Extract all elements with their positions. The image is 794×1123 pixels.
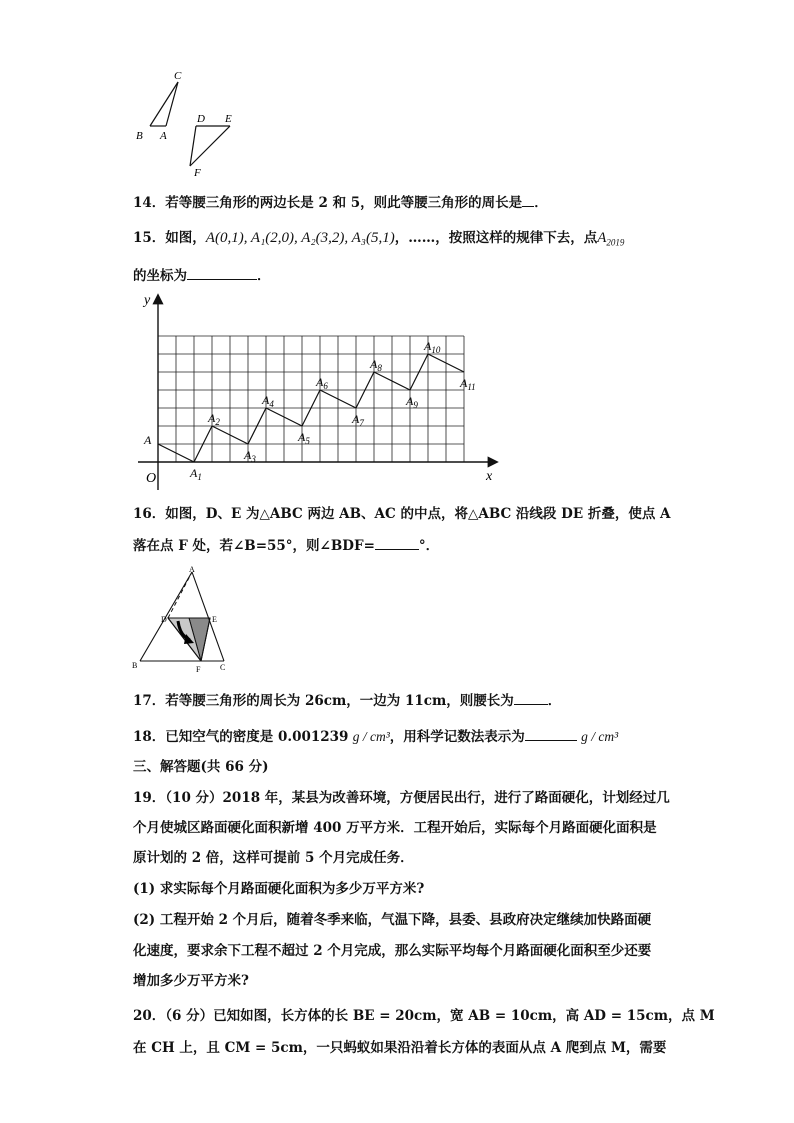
y-axis-label: y — [144, 293, 151, 308]
q18-answer-blank[interactable] — [525, 726, 577, 741]
point-label-a5: $A_5$ — [298, 430, 310, 446]
q19-number: 19． — [133, 790, 166, 806]
q19-line3: 原计划的 2 倍，这样可提前 5 个月完成任务． — [133, 850, 414, 866]
label-f: F — [194, 167, 201, 178]
label-a: A — [160, 130, 167, 142]
label-c: C — [174, 70, 182, 82]
origin-label: O — [146, 471, 157, 486]
figure-q16 — [128, 564, 238, 676]
q19-sub2-line2: 化速度，要求余下工程不超过 2 个月完成，那么实际平均每个月路面硬化面积至少还要 — [133, 943, 652, 959]
label-b: B — [136, 130, 143, 142]
q15-middle: ，……，按照这样的规律下去，点 — [394, 230, 598, 246]
label-e: E — [212, 615, 217, 624]
point-label-a8: $A_8$ — [370, 357, 382, 373]
question-18 — [133, 726, 618, 747]
q15-target-point: A — [597, 230, 607, 246]
question-14 — [133, 192, 548, 213]
q19-sub1: (1) 求实际每个月路面硬化面积为多少万平方米? — [133, 881, 425, 897]
x-axis-label: x — [486, 469, 493, 484]
q16-answer-blank[interactable] — [375, 535, 419, 550]
label-d: D — [197, 113, 205, 125]
q18-middle: ，用科学记数法表示为 — [389, 729, 525, 745]
q16-number: 16． — [133, 506, 166, 522]
q18-unit: g / cm³ — [352, 729, 390, 744]
q15-line2-tail: ． — [257, 268, 271, 284]
q18-text: 已知空气的密度是 0.001239 — [165, 729, 349, 745]
label-d: D — [161, 615, 167, 624]
q18-unit2: g / cm³ — [581, 729, 619, 744]
q15-prefix: 如图， — [165, 230, 206, 246]
question-16-line2 — [133, 535, 439, 556]
figure-q15-grid — [134, 290, 504, 496]
question-15-line1 — [133, 228, 624, 253]
q16-line2: 落在点 F 处，若∠B=55°，则∠BDF= — [133, 538, 375, 554]
q15-number: 15． — [133, 230, 166, 246]
point-label-a1: $A_1$ — [190, 466, 202, 482]
q14-number: 14． — [133, 195, 166, 211]
q16-line2-tail: °． — [418, 538, 440, 554]
q15-target-sub: 2019 — [606, 237, 625, 248]
point-label-a2: $A_2$ — [208, 411, 220, 427]
point-label-a3: $A_3$ — [244, 448, 256, 464]
question-20-line1 — [133, 1006, 715, 1026]
q17-number: 17． — [133, 693, 166, 709]
q17-answer-blank[interactable] — [514, 690, 548, 705]
q14-answer-blank[interactable] — [522, 192, 534, 207]
point-label-a7: $A_7$ — [352, 412, 364, 428]
question-15-line2 — [133, 265, 271, 286]
point-label-a11: $A_{11}$ — [460, 376, 476, 392]
section-3-title: 三、解答题(共 66 分) — [133, 759, 269, 775]
q20-number: 20． — [133, 1008, 166, 1024]
q15-line2: 的坐标为 — [133, 268, 187, 284]
figure-q13 — [128, 66, 248, 178]
label-b: B — [132, 661, 138, 670]
q19-line1: （10 分）2018 年，某县为改善环境，方便居民出行，进行了路面硬化，计划经过几 — [165, 790, 670, 806]
q17-tail: ． — [547, 693, 562, 709]
q16-line1: 如图，D、E 为△ABC 两边 AB、AC 的中点，将△ABC 沿线段 DE 折叠，使点 A — [165, 506, 671, 522]
label-a: A — [189, 565, 195, 574]
question-19-line1 — [133, 788, 670, 808]
q18-number: 18． — [133, 729, 166, 745]
question-17 — [133, 690, 561, 711]
q17-text: 若等腰三角形的周长为 26cm，一边为 11cm，则腰长为 — [165, 693, 514, 709]
point-label-a6: $A_6$ — [316, 375, 328, 391]
point-label-a: A — [144, 433, 152, 447]
q15-points: A(0,1), A₁(2,0), A₂(3,2), A₃(5,1) — [205, 230, 395, 246]
q20-line1: （6 分）已知如图，长方体的长 BE = 20cm，宽 AB = 10cm，高 AD = 15cm，点 M — [165, 1008, 715, 1024]
label-f: F — [196, 665, 201, 674]
q20-line2: 在 CH 上，且 CM = 5cm，一只蚂蚁如果沿沿着长方体的表面从点 A 爬到点 M，需要 — [133, 1040, 667, 1056]
point-label-a10: $A_{10}$ — [424, 339, 441, 355]
q15-answer-blank[interactable] — [187, 265, 257, 280]
q14-tail: ． — [534, 195, 548, 211]
q19-sub2-line1: (2) 工程开始 2 个月后，随着冬季来临，气温下降，县委、县政府决定继续加快路面硬 — [133, 912, 652, 928]
q19-sub2-line3: 增加多少万平方米? — [133, 973, 249, 989]
point-label-a9: $A_9$ — [406, 394, 418, 410]
q19-line2: 个月使城区路面硬化面积新增 400 万平方米．工程开始后，实际每个月路面硬化面积是 — [133, 820, 657, 836]
label-e: E — [225, 113, 232, 125]
point-label-a4: $A_4$ — [262, 393, 274, 409]
label-c: C — [220, 663, 226, 672]
question-16-line1 — [133, 504, 671, 524]
q14-text: 若等腰三角形的两边长是 2 和 5，则此等腰三角形的周长是 — [165, 195, 523, 211]
